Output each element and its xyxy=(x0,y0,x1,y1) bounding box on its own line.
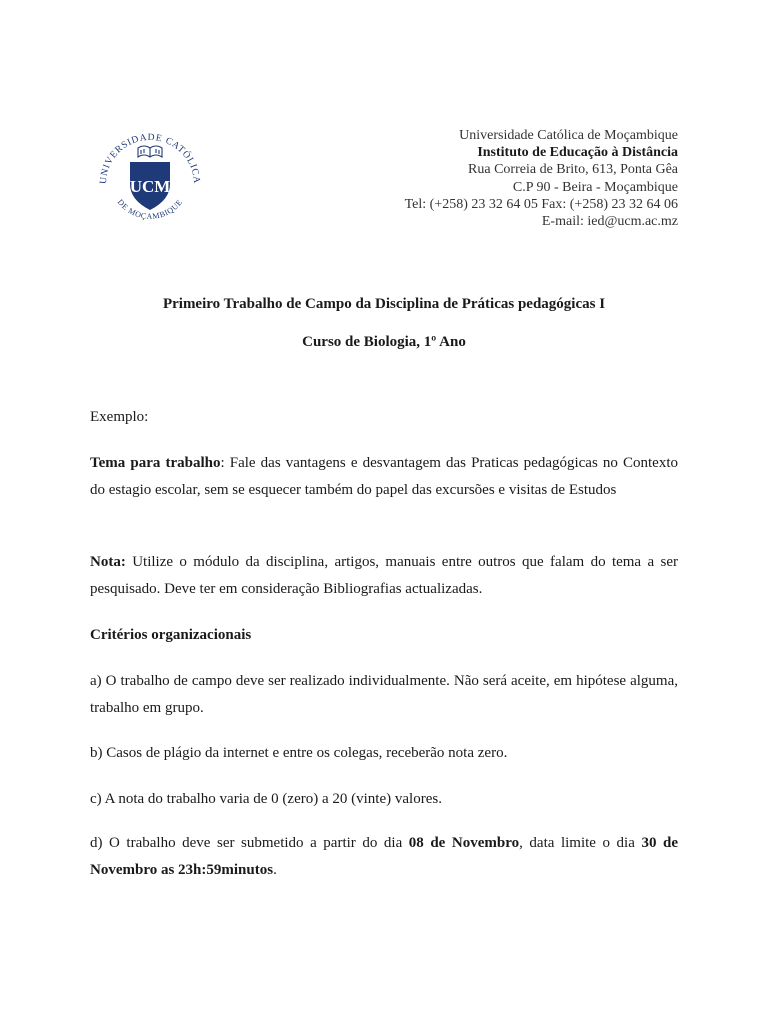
note-label: Nota: xyxy=(90,554,126,570)
logo-arc-bottom-text: DE MOÇAMBIQUE xyxy=(115,197,185,221)
institution-contact-block xyxy=(405,127,678,230)
topic-paragraph xyxy=(90,450,678,504)
document-title: Primeiro Trabalho de Campo da Disciplina de Práticas pedagógicas I xyxy=(162,296,606,312)
university-name: Universidade Católica de Moçambique xyxy=(459,128,678,143)
logo-monogram: UCM xyxy=(129,177,171,196)
email-address: E-mail: ied@ucm.ac.mz xyxy=(541,214,678,230)
logo-arc-top-text: UNIVERSIDADE CATÓLICA xyxy=(97,131,203,185)
university-logo xyxy=(94,122,206,228)
criterion-d-text-2: , data limite o dia xyxy=(519,835,642,851)
postal-address: C.P 90 - Beira - Moçambique xyxy=(512,179,678,195)
criterion-b: b) Casos de plágio da internet e entre os colegas, receberão nota zero. xyxy=(90,745,508,761)
deadline-date: 30 de Novembro as 23h:59minutos xyxy=(90,835,678,878)
street-address: Rua Correia de Brito, 613, Ponta Gêa xyxy=(468,162,678,178)
phone-fax: Tel: (+258) 23 32 64 05 Fax: (+258) 23 32 64 06 xyxy=(404,196,678,212)
topic-text: : Fale das vantagens e desvantagem das Praticas pedagógicas no Contexto do estagio escolar, sem se esquecer também do papel das excursões e visitas de Estudos xyxy=(90,455,678,498)
note-text: Utilize o módulo da disciplina, artigos, manuais entre outros que falam do tema a ser pesquisado. Deve ter em consideração Bibliografias actualizadas. xyxy=(90,554,678,597)
criteria-heading: Critérios organizacionais xyxy=(90,627,252,643)
note-paragraph xyxy=(90,549,678,603)
book-emblem-icon xyxy=(138,146,162,157)
topic-label: Tema para trabalho xyxy=(90,455,221,471)
course-subtitle: Curso de Biologia, 1º Ano xyxy=(302,334,466,350)
criterion-d xyxy=(90,830,678,884)
start-date: 08 de Novembro xyxy=(408,835,520,851)
criterion-a: a) O trabalho de campo deve ser realizado individualmente. Não será aceite, em hipótese alguma, trabalho em grupo. xyxy=(90,673,678,716)
criterion-d-text-1: d) O trabalho deve ser submetido a partir do dia xyxy=(90,835,409,851)
criterion-c: c) A nota do trabalho varia de 0 (zero) a 20 (vinte) valores. xyxy=(90,791,442,807)
example-label: Exemplo: xyxy=(90,409,149,425)
institute-name: Instituto de Educação à Distância xyxy=(477,145,678,161)
criterion-d-text-3: . xyxy=(273,862,277,878)
